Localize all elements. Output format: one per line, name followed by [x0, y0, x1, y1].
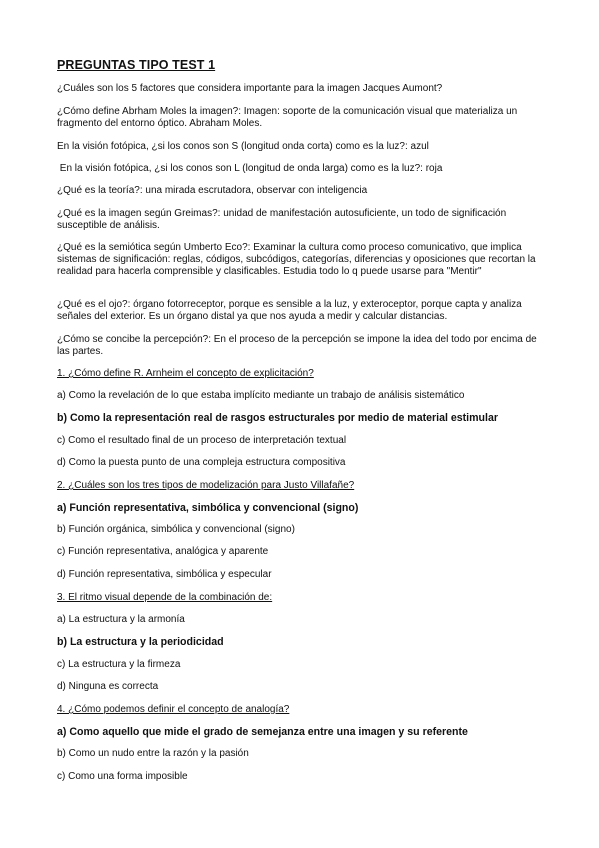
intro-paragraph: ¿Qué es la teoría?: una mirada escrutadora, observar con inteligencia — [57, 185, 368, 196]
answer-option: c) Como el resultado final de un proceso de interpretación textual — [57, 435, 347, 446]
answer-option: a) La estructura y la armonía — [57, 614, 185, 625]
answer-option: b) Función orgánica, simbólica y convencional (signo) — [57, 524, 295, 535]
answer-option-correct: b) La estructura y la periodicidad — [57, 636, 224, 648]
intro-paragraph: ¿Cuáles son los 5 factores que considera importante para la imagen Jacques Aumont? — [57, 83, 443, 94]
answer-option: d) Como la puesta punto de una compleja estructura compositiva — [57, 457, 346, 468]
answer-option: b) Como un nudo entre la razón y la pasión — [57, 748, 249, 759]
answer-option: c) Función representativa, analógica y aparente — [57, 546, 269, 557]
answer-option: c) Como una forma imposible — [57, 771, 188, 782]
intro-paragraph: En la visión fotópica, ¿si los conos son S (longitud onda corta) como es la luz?: azul — [57, 141, 429, 152]
question-heading: 4. ¿Cómo podemos definir el concepto de analogía? — [57, 704, 290, 715]
intro-paragraph: ¿Qué es la semiótica según Umberto Eco?: Examinar la cultura como proceso comunicativo, que implica sistemas de significación: reglas, códigos, subcódigos, categorías, diferencias y oposiciones que recortan la realidad para hacerla comprensible y clasificables. Estudia todo lo q puede usarse para "Mentir" — [57, 242, 536, 278]
question-heading: 3. El ritmo visual depende de la combinación de: — [57, 592, 273, 603]
intro-paragraph: ¿Qué es la imagen según Greimas?: unidad de manifestación autosuficiente, un todo de significación susceptible de análisis. — [57, 208, 507, 232]
answer-option: c) La estructura y la firmeza — [57, 659, 181, 670]
question-heading: 2. ¿Cuáles son los tres tipos de modelización para Justo Villafañe? — [57, 480, 355, 491]
answer-option: d) Ninguna es correcta — [57, 681, 159, 692]
question-heading: 1. ¿Cómo define R. Arnheim el concepto de explicitación? — [57, 368, 314, 379]
intro-paragraph: ¿Cómo define Abrham Moles la imagen?: Imagen: soporte de la comunicación visual que materializa un fragmento del entorno óptico. Abraham Moles. — [57, 106, 518, 130]
answer-option: d) Función representativa, simbólica y especular — [57, 569, 272, 580]
answer-option-correct: b) Como la representación real de rasgos estructurales por medio de material estimular — [57, 412, 498, 424]
answer-option-correct: a) Como aquello que mide el grado de semejanza entre una imagen y su referente — [57, 726, 468, 738]
answer-option: a) Como la revelación de lo que estaba implícito mediante un trabajo de análisis sistemático — [57, 390, 465, 401]
answer-option-correct: a) Función representativa, simbólica y convencional (signo) — [57, 502, 359, 514]
document-title: PREGUNTAS TIPO TEST 1 — [57, 58, 216, 72]
intro-paragraph: ¿Cómo se concibe la percepción?: En el proceso de la percepción se impone la idea del todo por encima de las partes. — [57, 334, 537, 358]
intro-paragraph: ¿Qué es el ojo?: órgano fotorreceptor, porque es sensible a la luz, y exteroceptor, porque capta y analiza señales del exterior. Es un órgano distal ya que nos ayuda a medir y calcular distancias. — [57, 299, 522, 323]
intro-paragraph: En la visión fotópica, ¿si los conos son L (longitud de onda larga) como es la luz?: roja — [57, 163, 443, 174]
